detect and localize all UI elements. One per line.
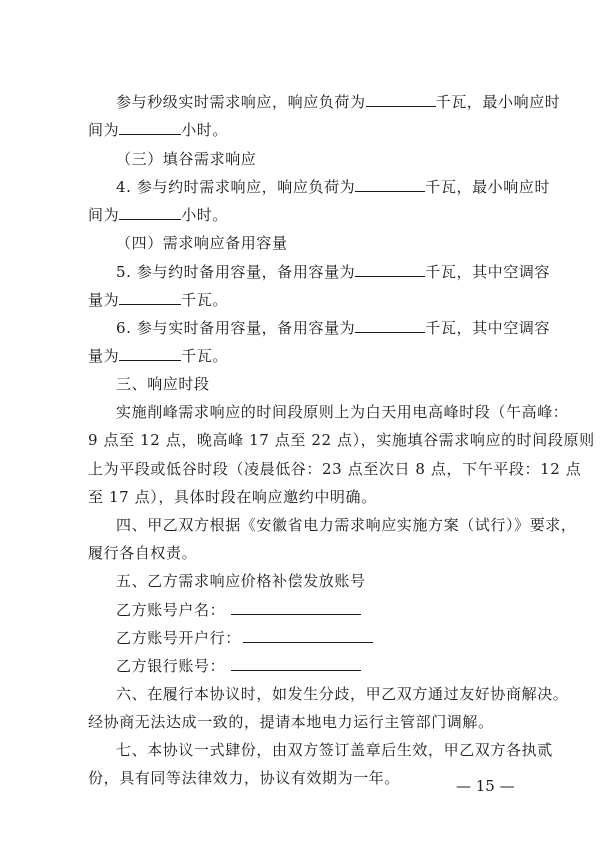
rights-duties-line-1: 四、甲乙双方根据《安徽省电力需求响应实施方案（试行）》要求， — [116, 516, 577, 534]
scheduled-response-text: 4. 参与约时需求响应，响应负荷为 — [116, 178, 356, 196]
account-name-blank[interactable] — [231, 600, 361, 615]
ac-capacity-text: 千瓦，其中空调容 — [425, 319, 551, 337]
period-paragraph-line-1: 实施削峰需求响应的时间段原则上为白天用电高峰时段（午高峰： — [116, 403, 569, 421]
dispute-line-1: 六、在履行本协议时，如发生分歧，甲乙双方通过友好协商解决。 — [116, 685, 569, 703]
period-paragraph-line-3: 上为平段或低谷时段（凌晨低谷：23 点至次日 8 点，下午平段：12 点 — [88, 460, 582, 478]
scheduled-reserve-blank[interactable] — [355, 262, 425, 277]
account-number-line — [116, 656, 361, 676]
amount-label: 量为 — [88, 291, 120, 309]
account-bank-label: 乙方账号开户行： — [116, 629, 241, 647]
account-number-blank[interactable] — [231, 656, 361, 671]
kilowatt-min-time-text: 千瓦，最小响应时 — [425, 178, 551, 196]
response-load-blank[interactable] — [366, 92, 436, 107]
period-paragraph-line-2: 9 点至 12 点，晚高峰 17 点至 22 点），实施填谷需求响应的时间段原则 — [88, 431, 595, 449]
account-name-label: 乙方账号户名： — [116, 601, 226, 619]
interval-label: 间为 — [88, 121, 120, 139]
page-number: — 15 — — [456, 777, 515, 795]
ac-capacity-text: 千瓦，其中空调容 — [425, 263, 551, 281]
scheduled-reserve-line — [116, 262, 550, 282]
second-level-response-text: 参与秒级实时需求响应，响应负荷为 — [116, 93, 366, 111]
realtime-reserve-blank[interactable] — [355, 318, 425, 333]
dispute-line-2: 经协商无法达成一致的，提请本地电力运行主管部门调解。 — [88, 713, 494, 731]
valley-filling-heading: （三）填谷需求响应 — [116, 150, 257, 168]
realtime-reserve-text: 6. 参与实时备用容量，备用容量为 — [116, 319, 356, 337]
scheduled-ac-capacity-line — [88, 290, 228, 310]
hours-unit: 小时。 — [181, 121, 229, 139]
realtime-ac-capacity-line — [88, 346, 228, 366]
scheduled-hours-blank[interactable] — [119, 205, 181, 220]
scheduled-min-hours-line — [88, 205, 228, 225]
hours-unit: 小时。 — [181, 206, 229, 224]
scheduled-reserve-text: 5. 参与约时备用容量，备用容量为 — [116, 263, 356, 281]
min-hours-blank[interactable] — [119, 120, 181, 135]
scheduled-response-line — [116, 177, 550, 197]
kilowatt-unit: 千瓦。 — [181, 291, 229, 309]
kilowatt-min-time-text: 千瓦，最小响应时 — [435, 93, 561, 111]
scheduled-load-blank[interactable] — [355, 177, 425, 192]
response-period-heading: 三、响应时段 — [116, 375, 210, 393]
second-level-response-line — [116, 92, 560, 112]
compensation-account-heading: 五、乙方需求响应价格补偿发放账号 — [116, 572, 366, 590]
reserve-capacity-heading: （四）需求响应备用容量 — [116, 234, 288, 252]
account-number-label: 乙方银行账号： — [116, 657, 226, 675]
kilowatt-unit: 千瓦。 — [181, 347, 229, 365]
copies-line-2: 份，具有同等法律效力，协议有效期为一年。 — [88, 769, 401, 787]
period-paragraph-line-4: 至 17 点），具体时段在响应邀约中明确。 — [88, 488, 377, 506]
amount-label: 量为 — [88, 347, 120, 365]
realtime-reserve-line — [116, 318, 550, 338]
min-response-hours-line — [88, 120, 228, 140]
account-bank-blank[interactable] — [243, 628, 373, 643]
interval-label: 间为 — [88, 206, 120, 224]
scheduled-ac-blank[interactable] — [119, 290, 181, 305]
account-bank-line — [116, 628, 373, 648]
copies-line-1: 七、本协议一式肆份，由双方签订盖章后生效，甲乙双方各执贰 — [116, 741, 553, 759]
account-name-line — [116, 600, 361, 620]
rights-duties-line-2: 履行各自权责。 — [88, 544, 198, 562]
realtime-ac-blank[interactable] — [119, 346, 181, 361]
